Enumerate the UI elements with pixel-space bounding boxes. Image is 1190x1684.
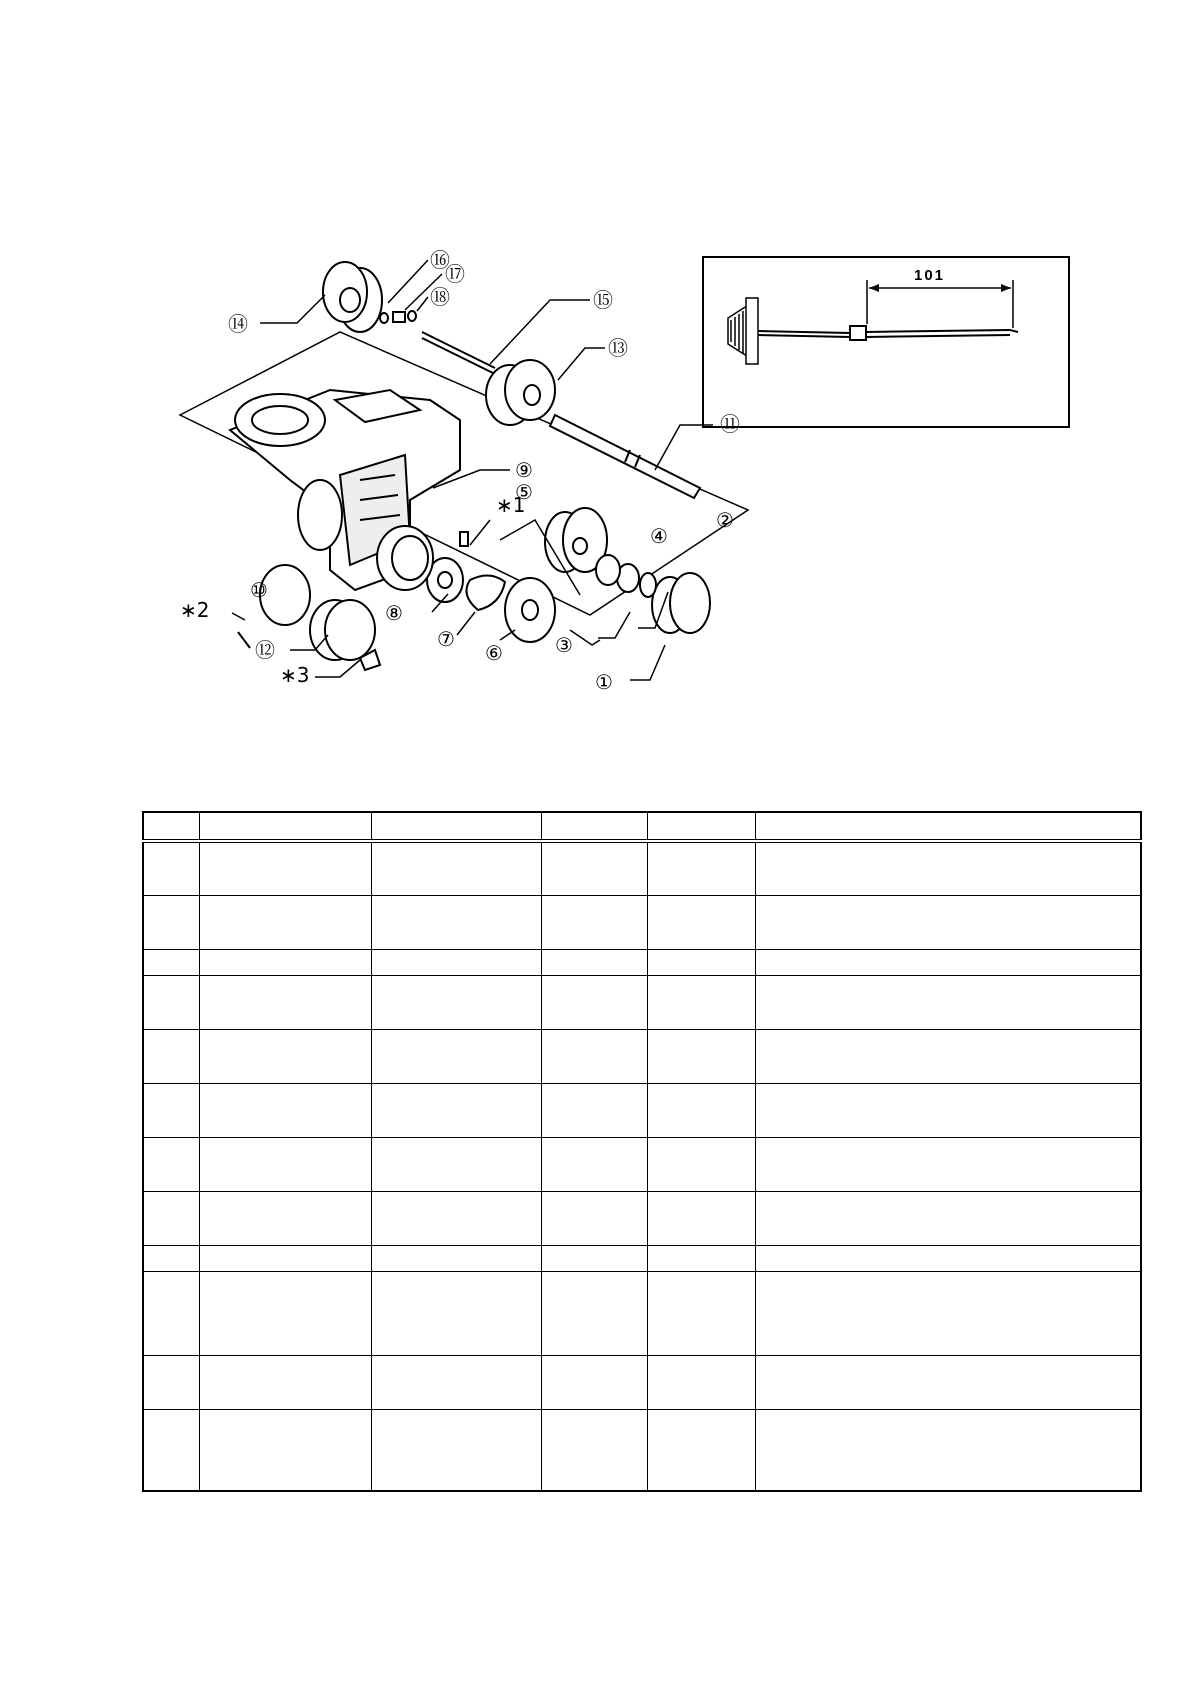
callout-6: ⑥ (485, 641, 503, 665)
table-row (143, 895, 1141, 949)
gear-part-13 (486, 360, 555, 425)
table-row (143, 1355, 1141, 1409)
callout-12: ⑫ (255, 638, 275, 662)
table-row (143, 1271, 1141, 1355)
callout-9: ⑨ (515, 458, 533, 482)
callout-16: ⑯ (430, 248, 450, 272)
main-shaft-part-11 (550, 415, 700, 498)
gear-part-14 (323, 262, 382, 332)
table-row (143, 1029, 1141, 1083)
header-cell (199, 812, 371, 841)
gear-part-1 (652, 573, 710, 633)
table-row (143, 1191, 1141, 1245)
header-cell (755, 812, 1141, 841)
callout-15: ⑮ (593, 288, 613, 312)
table-row (143, 949, 1141, 975)
callout-2: ② (716, 508, 734, 532)
callout-18: ⑱ (430, 285, 450, 309)
table-row (143, 1083, 1141, 1137)
inset-shaft-detail (703, 257, 1069, 427)
table-row (143, 1245, 1141, 1271)
header-cell (647, 812, 755, 841)
callout-1: ① (595, 670, 613, 694)
callout-5: ⑤ (515, 480, 533, 504)
exploded-parts-diagram (160, 240, 1080, 750)
callout-17: ⑰ (445, 262, 465, 286)
parts-list-table (142, 811, 1142, 1492)
callout-4: ④ (650, 524, 668, 548)
callout-11: ⑪ (720, 412, 740, 436)
callout-8: ⑧ (385, 601, 403, 625)
callout-13: ⑬ (608, 336, 628, 360)
star-note-2: ∗2 (180, 598, 210, 622)
header-cell (541, 812, 647, 841)
table-header-row (143, 812, 1141, 841)
table-row (143, 841, 1141, 895)
table-row (143, 1137, 1141, 1191)
star-note-1: ∗1 (496, 493, 526, 517)
header-cell (143, 812, 199, 841)
header-cell (371, 812, 541, 841)
callout-10: ⑩ (250, 578, 268, 602)
table-row (143, 1409, 1141, 1491)
callout-3: ③ (555, 633, 573, 657)
callout-14: ⑭ (228, 312, 248, 336)
star-note-3: ∗3 (280, 663, 310, 687)
callout-7: ⑦ (437, 627, 455, 651)
table-row (143, 975, 1141, 1029)
inset-dimension-label: 101 (914, 267, 946, 284)
